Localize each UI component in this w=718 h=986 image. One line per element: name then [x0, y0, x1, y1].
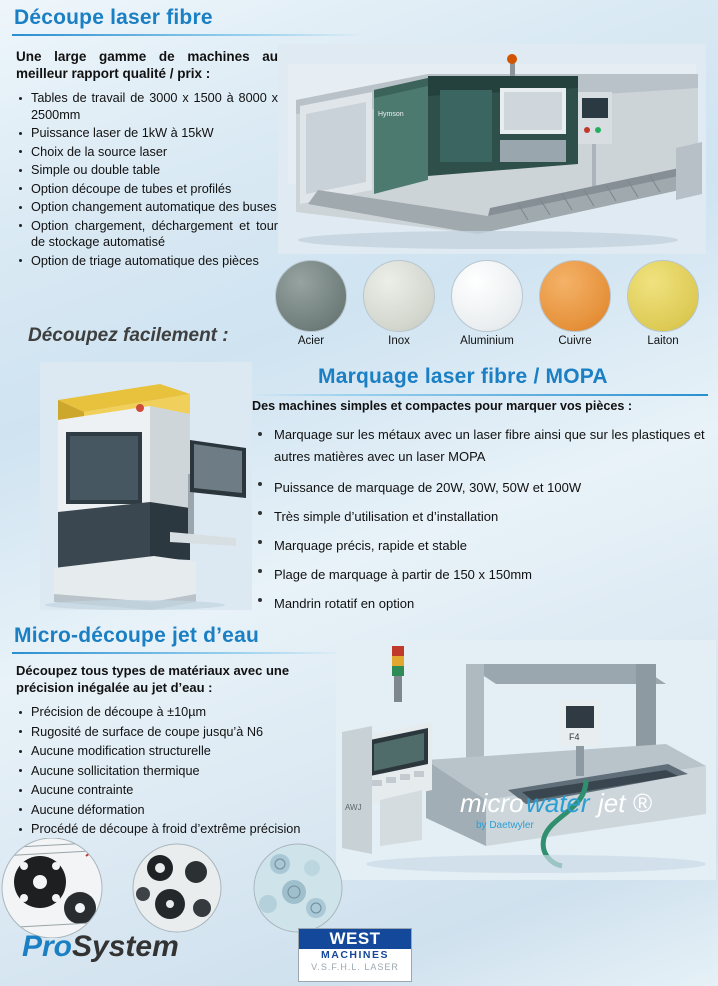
list-item: Marquage précis, rapide et stable	[252, 532, 708, 559]
material-label: Laiton	[647, 335, 679, 347]
list-item: Simple ou double table	[16, 162, 278, 179]
list-item: Tables de travail de 3000 x 1500 à 8000 x 2500mm	[16, 90, 278, 123]
brand-suffix: System	[72, 930, 179, 963]
material-sample-laiton	[624, 260, 702, 347]
section-marking-intro: Des machines simples et compactes pour marquer vos pièces :	[252, 399, 633, 413]
material-sample-aluminium	[448, 260, 526, 347]
section-laser-cut-intro: Une large gamme de machines au meilleur rapport qualité / prix :	[16, 49, 278, 81]
material-disc	[539, 260, 611, 332]
machine-brand-label: Hymson	[378, 111, 404, 118]
west-logo-mid: MACHINES	[320, 949, 389, 961]
material-label: Cuivre	[558, 335, 592, 347]
divider-marking	[250, 394, 708, 396]
list-item: Très simple d’utilisation et d’installation	[252, 503, 708, 530]
list-item: Plage de marquage à partir de 150 x 150mm	[252, 561, 708, 588]
material-label: Inox	[388, 335, 410, 347]
laser-cut-bullet-list	[16, 90, 278, 271]
marking-bullet-list	[252, 424, 708, 619]
machine-panel-tag: F4	[569, 732, 580, 742]
west-machines-logo	[298, 928, 412, 982]
laser-marking-machine-photo	[40, 362, 252, 610]
list-item: Puissance de marquage de 20W, 30W, 50W et 100W	[252, 474, 708, 501]
cut-sample-photos	[0, 838, 360, 938]
section-laser-cut-title: Découpe laser fibre	[14, 6, 213, 29]
list-item: Aucune sollicitation thermique	[16, 763, 356, 781]
material-sample-inox	[360, 260, 438, 347]
waterjet-bullet-list	[16, 704, 356, 841]
material-label: Aluminium	[460, 335, 514, 347]
waterjet-machine-photo	[336, 640, 716, 880]
west-logo-top: WEST	[299, 929, 411, 949]
material-disc	[275, 260, 347, 332]
list-item: Aucune contrainte	[16, 782, 356, 800]
west-logo-bottom: V.S.F.H.L. LASER	[311, 962, 399, 972]
machine-brand-main: micro	[460, 788, 524, 818]
laser-cut-subheading: Découpez facilement :	[28, 325, 229, 346]
material-label: Acier	[297, 335, 325, 347]
material-disc	[451, 260, 523, 332]
machine-brand-tail: jet ®	[598, 788, 652, 818]
brand-prefix: Pro	[22, 930, 73, 963]
list-item: Procédé de découpe à froid d’extrême précision	[16, 821, 356, 839]
machine-brand-sub: by Daetwyler	[476, 820, 534, 831]
list-item: Marquage sur les métaux avec un laser fibre ainsi que sur les plastiques et autres matières avec un laser MOPA	[252, 424, 708, 472]
section-waterjet-intro: Découpez tous types de matériaux avec une précision inégalée au jet d’eau :	[16, 663, 290, 695]
material-sample-cuivre	[536, 260, 614, 347]
list-item: Rugosité de surface de coupe jusqu’à N6	[16, 724, 356, 742]
list-item: Option découpe de tubes et profilés	[16, 181, 278, 198]
list-item: Mandrin rotatif en option	[252, 590, 708, 617]
material-sample-row	[272, 252, 712, 348]
machine-brand-accent: water	[526, 788, 590, 818]
laser-cutting-machine-photo	[278, 44, 706, 254]
list-item: Aucune modification structurelle	[16, 743, 356, 761]
section-waterjet-title: Micro-découpe jet d’eau	[14, 624, 259, 647]
material-sample-acier	[272, 260, 350, 347]
divider-waterjet	[12, 652, 342, 654]
list-item: Option de triage automatique des pièces	[16, 253, 278, 270]
divider-laser-cut	[12, 34, 364, 36]
company-logo-text	[22, 930, 179, 964]
list-item: Choix de la source laser	[16, 144, 278, 161]
list-item: Option chargement, déchargement et tour de stockage automatisé	[16, 218, 278, 251]
list-item: Précision de découpe à ±10µm	[16, 704, 356, 722]
list-item: Aucune déformation	[16, 802, 356, 820]
material-disc	[363, 260, 435, 332]
material-disc	[627, 260, 699, 332]
machine-side-tag: AWJ	[345, 803, 362, 812]
section-marking-title: Marquage laser fibre / MOPA	[318, 365, 608, 388]
list-item: Option changement automatique des buses	[16, 199, 278, 216]
list-item: Puissance laser de 1kW à 15kW	[16, 125, 278, 142]
